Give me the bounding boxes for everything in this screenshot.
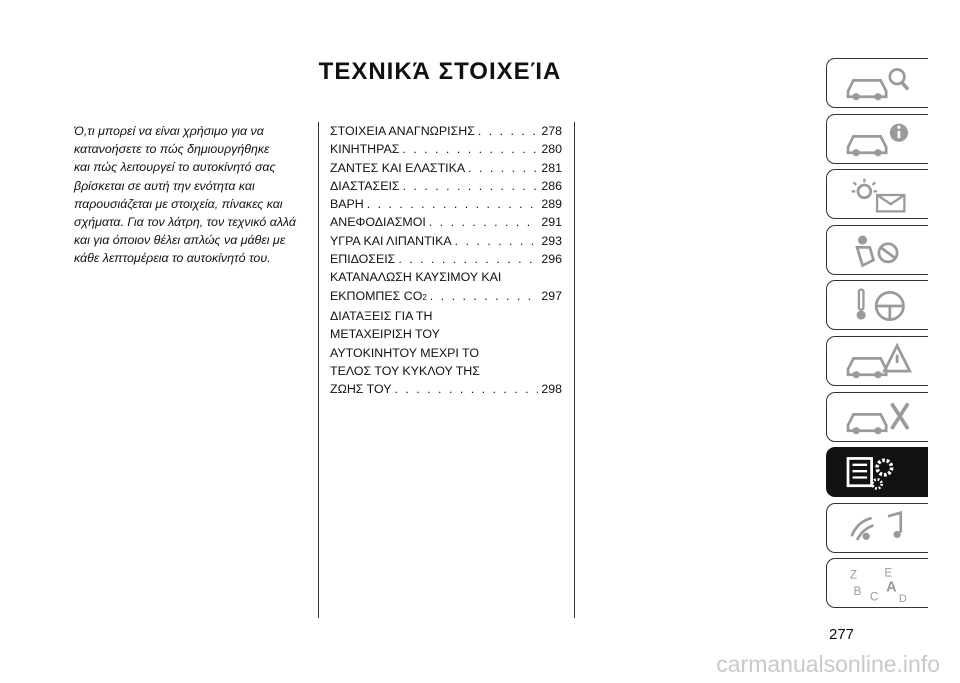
technical-data-gears-icon (841, 453, 915, 493)
toc-entry[interactable] (330, 268, 562, 307)
svg-text:A: A (886, 579, 897, 596)
section-tab-steering-wheel-key[interactable] (826, 280, 928, 330)
toc-entry-title: ΔΙΑΤΑΞΕΙΣ ΓΙΑ ΤΗ (330, 308, 433, 323)
toc-entry-page: 296 (541, 252, 562, 267)
toc-entry-title: ΕΠΙΔΟΣΕΙΣ (330, 252, 396, 267)
multimedia-music-icon (841, 509, 915, 549)
column-divider-right (574, 122, 575, 618)
section-tab-car-info[interactable] (826, 114, 928, 164)
toc-leader-dots (430, 287, 539, 305)
section-tab-multimedia-music[interactable] (826, 503, 928, 553)
intro-line: και πώς λειτουργεί το αυτοκίνητό σας (74, 160, 276, 175)
toc-entry-page: 291 (541, 215, 562, 230)
table-of-contents (330, 122, 562, 398)
toc-entry-title: ΤΕΛΟΣ ΤΟΥ ΚΥΚΛΟΥ ΤΗΣ (330, 363, 480, 378)
toc-entry-page: 281 (541, 160, 562, 175)
intro-line: Ό,τι μπορεί να είναι χρήσιμο για να (74, 124, 264, 138)
section-tab-car-tools[interactable] (826, 392, 928, 442)
toc-entry[interactable] (330, 140, 562, 158)
toc-entry-title: ΜΕΤΑΧΕΙΡΙΣΗ ΤΟΥ (330, 327, 440, 342)
section-tab-car-search[interactable] (826, 58, 928, 108)
toc-entry[interactable] (330, 213, 562, 231)
svg-text:Z: Z (849, 567, 858, 582)
toc-leader-dots (429, 213, 539, 231)
toc-entry-title: ΑΝΕΦΟΔΙΑΣΜΟΙ (330, 215, 426, 230)
toc-entry[interactable] (330, 177, 562, 195)
toc-entry[interactable] (330, 159, 562, 177)
warning-light-message-icon (841, 175, 915, 215)
page-number: 277 (829, 626, 855, 643)
section-tab-technical-data-gears[interactable] (826, 447, 928, 497)
toc-leader-dots (395, 380, 539, 398)
toc-entry-title: ΔΙΑΣΤΑΣΕΙΣ (330, 178, 400, 193)
section-tabs (826, 58, 930, 614)
intro-line: κατανοήσετε το πώς δημιουργήθηκε (74, 142, 270, 157)
watermark: carmanualsonline.info (716, 651, 940, 677)
safety-airbag-icon (841, 231, 915, 271)
steering-wheel-key-icon (841, 286, 915, 326)
toc-entry-title: ΑΥΤΟΚΙΝΗΤΟΥ ΜΕΧΡΙ ΤΟ (330, 345, 480, 360)
page-title: ΤΕΧΝΙΚΆ ΣΤΟΙΧΕΊΑ (318, 58, 562, 85)
toc-entry-title: ΚΙΝΗΤΗΡΑΣ (330, 142, 400, 157)
toc-entry-title: ΖΑΝΤΕΣ ΚΑΙ ΕΛΑΣΤΙΚΑ (330, 160, 466, 175)
intro-line: σχήματα. Για τον λάτρη, τον τεχνικό αλλά (74, 215, 296, 230)
toc-leader-dots (478, 122, 538, 140)
intro-text (74, 122, 314, 268)
toc-entry[interactable] (330, 122, 562, 140)
toc-entry-page: 286 (541, 178, 562, 193)
toc-entry[interactable] (330, 195, 562, 213)
toc-entry-title: ΒΑΡΗ (330, 197, 364, 212)
car-tools-icon (841, 398, 915, 438)
toc-entry-page: 280 (541, 142, 562, 157)
toc-entry-page: 289 (541, 197, 562, 212)
toc-entry-page: 297 (541, 288, 562, 303)
section-tab-safety-airbag[interactable] (826, 225, 928, 275)
intro-line: βρίσκεται σε αυτή την ενότητα και (74, 178, 255, 193)
intro-line: παρουσιάζεται με στοιχεία, πίνακες και (74, 196, 283, 211)
toc-entry-page: 298 (541, 382, 562, 397)
index-letters-icon (841, 564, 915, 604)
toc-leader-dots (402, 140, 538, 158)
intro-line: και για όποιον θέλει απλώς να μάθει με (74, 233, 286, 248)
toc-entry-title: ΥΓΡΑ ΚΑΙ ΛΙΠΑΝΤΙΚΑ (330, 233, 452, 248)
toc-leader-dots (398, 250, 538, 268)
toc-entry-title: ΖΩΗΣ ΤΟΥ (330, 382, 392, 397)
svg-text:C: C (869, 589, 879, 604)
toc-entry-subscript: 2 (422, 292, 427, 302)
car-hazard-icon (841, 342, 915, 382)
car-info-icon (841, 120, 915, 160)
toc-leader-dots (367, 195, 539, 213)
toc-entry-title: ΚΑΤΑΝΑΛΩΣΗ ΚΑΥΣΙΜΟΥ ΚΑΙ (330, 270, 502, 285)
svg-text:B: B (853, 584, 862, 599)
toc-entry-title: ΣΤΟΙΧΕΙΑ ΑΝΑΓΝΩΡΙΣΗΣ (330, 124, 475, 138)
toc-leader-dots (403, 177, 539, 195)
svg-text:E: E (884, 566, 893, 581)
section-tab-car-hazard[interactable] (826, 336, 928, 386)
column-divider-left (318, 122, 319, 618)
toc-entry-page: 278 (541, 124, 562, 138)
toc-leader-dots (468, 159, 538, 177)
svg-text:D: D (898, 593, 907, 605)
toc-leader-dots (455, 232, 539, 250)
car-search-icon (841, 64, 915, 104)
section-tab-index-letters[interactable] (826, 558, 928, 608)
toc-entry-title: ΕΚΠΟΜΠΕΣ CO (330, 288, 423, 303)
toc-entry[interactable] (330, 232, 562, 250)
toc-entry-page: 293 (541, 233, 562, 248)
section-tab-warning-light-message[interactable] (826, 169, 928, 219)
intro-line: κάθε λεπτομέρεια το αυτοκίνητό του. (74, 251, 271, 266)
toc-entry[interactable] (330, 250, 562, 268)
toc-entry[interactable] (330, 307, 562, 398)
